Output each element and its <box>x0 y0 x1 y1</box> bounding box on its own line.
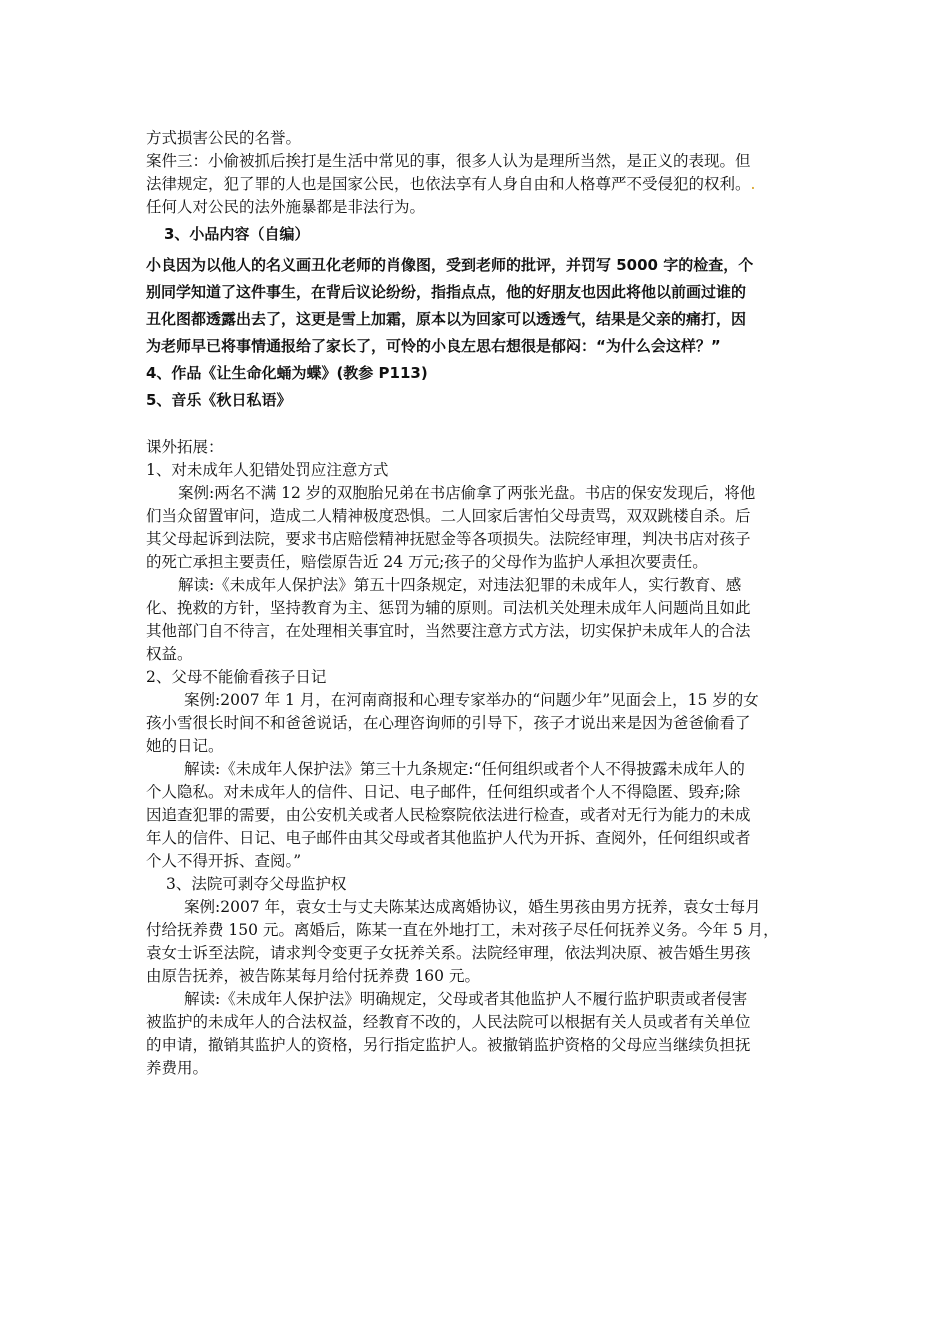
skit-item-5: 5、音乐《秋日私语》 <box>146 391 292 409</box>
reading-line: 个人隐私。对未成年人的信件、日记、电子邮件，任何组织或者个人不得隐匿、毁弃;除 <box>146 783 741 801</box>
reading-line: 年人的信件、日记、电子邮件由其父母或者其他监护人代为开拆、查阅外，任何组织或者 <box>146 829 751 847</box>
case-line: 其父母起诉到法院，要求书店赔偿精神抚慰金等各项损失。法院经审理，判决书店对孩子 <box>146 530 751 548</box>
case-line: 案例:2007 年 1 月，在河南商报和心理专家举办的“问题少年”见面会上，15 岁的女 <box>184 691 759 709</box>
skit-block <box>146 221 811 414</box>
reading-line: 的申请，撤销其监护人的资格，另行指定监护人。被撤销监护资格的父母应当继续负担抚 <box>146 1036 751 1054</box>
case-line: 她的日记。 <box>146 737 224 755</box>
paragraph-line: 法律规定，犯了罪的人也是国家公民，也依法享有人身自由和人格尊严不受侵犯的权利。. <box>146 175 756 193</box>
reading-line: 解读:《未成年人保护法》第三十九条规定:“任何组织或者个人不得披露未成年人的 <box>184 760 745 778</box>
paragraph-line: 方式损害公民的名誉。 <box>146 129 302 147</box>
topic-title: 3、法院可剥夺父母监护权 <box>166 875 347 893</box>
case-line: 案例:两名不满 12 岁的双胞胎兄弟在书店偷拿了两张光盘。书店的保安发现后，将他 <box>178 484 756 502</box>
topic-title: 2、父母不能偷看孩子日记 <box>146 668 327 686</box>
reading-line: 被监护的未成年人的合法权益，经教育不改的，人民法院可以根据有关人员或者有关单位 <box>146 1013 751 1031</box>
skit-line: 为老师早已将事情通报给了家长了，可怜的小良左思右想很是郁闷：“为什么会这样？” <box>146 337 721 355</box>
reading-line: 因追查犯罪的需要，由公安机关或者人民检察院依法进行检查，或者对无行为能力的未成 <box>146 806 751 824</box>
paragraph-line: 案件三：小偷被抓后挨打是生活中常见的事，很多人认为是理所当然，是正义的表现。但 <box>146 152 751 170</box>
reading-line: 解读:《未成年人保护法》明确规定，父母或者其他监护人不履行监护职责或者侵害 <box>184 990 748 1008</box>
skit-line: 丑化图都透露出去了，这更是雪上加霜，原本以为回家可以透透气，结果是父亲的痛打，因 <box>146 310 747 328</box>
skit-line: 小良因为以他人的名义画丑化老师的肖像图，受到老师的批评，并罚写 5000 字的检查，个 <box>146 256 754 274</box>
paragraph-line: 任何人对公民的法外施暴都是非法行为。 <box>146 198 426 216</box>
skit-item-4: 4、作品《让生命化蛹为蝶》(教参 P113) <box>146 364 428 382</box>
case-line: 袁女士诉至法院，请求判令变更子女抚养关系。法院经审理，依法判决原、被告婚生男孩 <box>146 944 751 962</box>
reading-line: 解读:《未成年人保护法》第五十四条规定，对违法犯罪的未成年人，实行教育、感 <box>178 576 742 594</box>
reading-line: 其他部门自不待言，在处理相关事宜时，当然要注意方式方法，切实保护未成年人的合法 <box>146 622 751 640</box>
case-line: 孩小雪很长时间不和爸爸说话，在心理咨询师的引导下，孩子才说出来是因为爸爸偷看了 <box>146 714 751 732</box>
extension-heading: 课外拓展： <box>146 438 224 456</box>
extension-block <box>146 436 811 1080</box>
topic-title: 1、对未成年人犯错处罚应注意方式 <box>146 461 389 479</box>
reading-line: 化、挽救的方针，坚持教育为主、惩罚为辅的原则。司法机关处理未成年人问题尚且如此 <box>146 599 751 617</box>
stray-dot: . <box>750 175 756 193</box>
case-line: 付给抚养费 150 元。离婚后，陈某一直在外地打工，未对孩子尽任何抚养义务。今年 5 月， <box>146 921 779 939</box>
reading-line: 权益。 <box>146 645 193 663</box>
skit-heading: 3、小品内容（自编） <box>164 225 310 243</box>
skit-line: 别同学知道了这件事生，在背后议论纷纷，指指点点，他的好朋友也因此将他以前画过谁的 <box>146 283 747 301</box>
case-line: 由原告抚养，被告陈某每月给付抚养费 160 元。 <box>146 967 480 985</box>
reading-line: 个人不得开拆、查阅。” <box>146 852 302 870</box>
reading-line: 养费用。 <box>146 1059 209 1077</box>
case-line: 们当众留置审问，造成二人精神极度恐惧。二人回家后害怕父母责骂，双双跳楼自杀。后 <box>146 507 751 525</box>
case-three-block <box>146 127 811 219</box>
case-line: 案例:2007 年，袁女士与丈夫陈某达成离婚协议，婚生男孩由男方抚养，袁女士每月 <box>184 898 761 916</box>
case-line: 的死亡承担主要责任，赔偿原告近 24 万元;孩子的父母作为监护人承担次要责任。 <box>146 553 708 571</box>
